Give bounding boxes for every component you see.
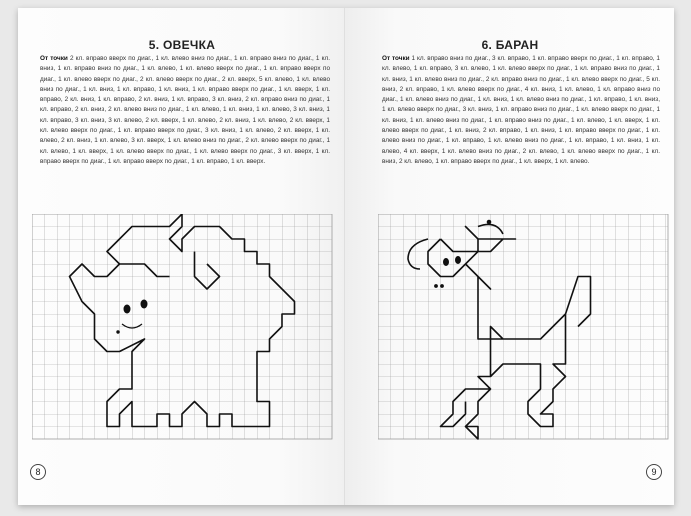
left-page-instructions (40, 54, 330, 167)
right-page-title: 6. БАРАН (481, 38, 539, 52)
right-page (346, 8, 674, 505)
instruction-text: 1 кл. вправо вниз по диаг., 3 кл. вправо, 1 кл. вправо вверх по диаг., 1 кл. вправо, 1 кл. влево, 1 кл. вправо, 3 кл. влево, 1 кл. влево вверх по диаг., 1 кл. вправо вниз по диаг., 1 кл. вниз, 1 кл. влево вниз по диаг., 2 кл. вправо вниз по диаг., 1 кл. влево вверх по диаг., 5 кл. вниз, 2 кл. вправо, 1 кл. влево вверх по диаг., 4 кл. вниз, 1 кл. влево, 1 кл. вправо вниз по диаг., 1 кл. влево вниз по диаг., 1 кл. вниз, 1 кл. влево вниз по диаг., 1 кл. вправо, 1 кл. вниз, 1 кл. влево вверх по диаг., 3 кл. вниз, 1 кл. вправо вниз по диаг., 1 кл. влево вверх по диаг., 1 кл. вниз, 1 кл. влево вниз по диаг., 1 кл. вправо вниз по диаг., 1 кл. влево, 1 кл. вверх, 1 кл. влево вверх по диаг., 1 кл. вниз, 2 кл. вправо, 1 кл. вниз, 1 кл. вправо вверх по диаг., 1 кл. влево вниз по диаг., 1 кл. вправо, 1 кл. влево вниз по диаг., 1 кл. вправо, 1 кл. вниз, 1 кл. влево, 4 кл. вверх, 1 кл. влево вниз по диаг., 2 кл. влево, 1 кл. влево вверх по диаг., 1 кл. вниз, 2 кл. влево, 1 кл. вправо вверх по диаг., 1 кл. вверх, 1 кл. влево. (382, 55, 660, 165)
start-label: От точки (382, 55, 410, 62)
grid-drawing-ram (378, 214, 670, 443)
instruction-text: 2 кл. вправо вверх по диаг., 1 кл. влево вниз по диаг., 1 кл. вправо вниз по диаг., 1 кл. вниз, 1 кл. вправо вниз по диаг., 1 кл. влево, 1 кл. влево вверх по диаг., 1 кл. вправо вверх по диаг., 1 кл. влево вверх по диаг., 2 кл. влево вверх по диаг., 2 кл. вверх, 5 кл. влево, 1 кл. влево вниз по диаг., 1 кл. вниз, 1 кл. вправо, 1 кл. вниз, 1 кл. вправо вверх по диаг., 1 кл. вверх, 1 кл. вправо, 2 кл. вниз, 1 кл. вправо, 2 кл. вниз, 1 кл. вправо, 3 кл. вниз, 2 кл. вправо вниз по диаг., 1 кл. вправо, 2 кл. вниз, 2 кл. влево вниз по диаг., 1 кл. влево, 1 кл. вниз, 1 кл. влево, 3 кл. вниз, 1 кл. вправо, 3 кл. вниз, 3 кл. влево, 2 кл. вверх, 1 кл. влево, 2 кл. вниз, 1 кл. влево, 2 кл. вверх, 1 кл. влево вверх по диаг., 1 кл. вправо вверх по диаг., 3 кл. вниз, 1 кл. влево, 2 кл. вверх, 1 кл. влево, 2 кл. вниз, 1 кл. влево, 3 кл. вверх, 1 кл. влево вниз по диаг., 2 кл. влево вверх по диаг., 1 кл. влево, 1 кл. вверх, 1 кл. влево вверх по диаг., 1 кл. влево вверх по диаг., 3 кл. вверх, 1 кл. вправо вверх по диаг., 1 кл. вправо вверх по диаг., 1 кл. вправо, 1 кл. вверх. (40, 55, 330, 165)
start-label: От точки (40, 55, 68, 62)
open-workbook (18, 8, 674, 505)
right-page-instructions (382, 54, 660, 167)
grid-drawing-sheep (32, 214, 333, 443)
left-page (18, 8, 346, 505)
page-number-left: 8 (30, 464, 46, 480)
page-number-right: 9 (646, 464, 662, 480)
left-page-title: 5. ОВЕЧКА (148, 38, 216, 52)
